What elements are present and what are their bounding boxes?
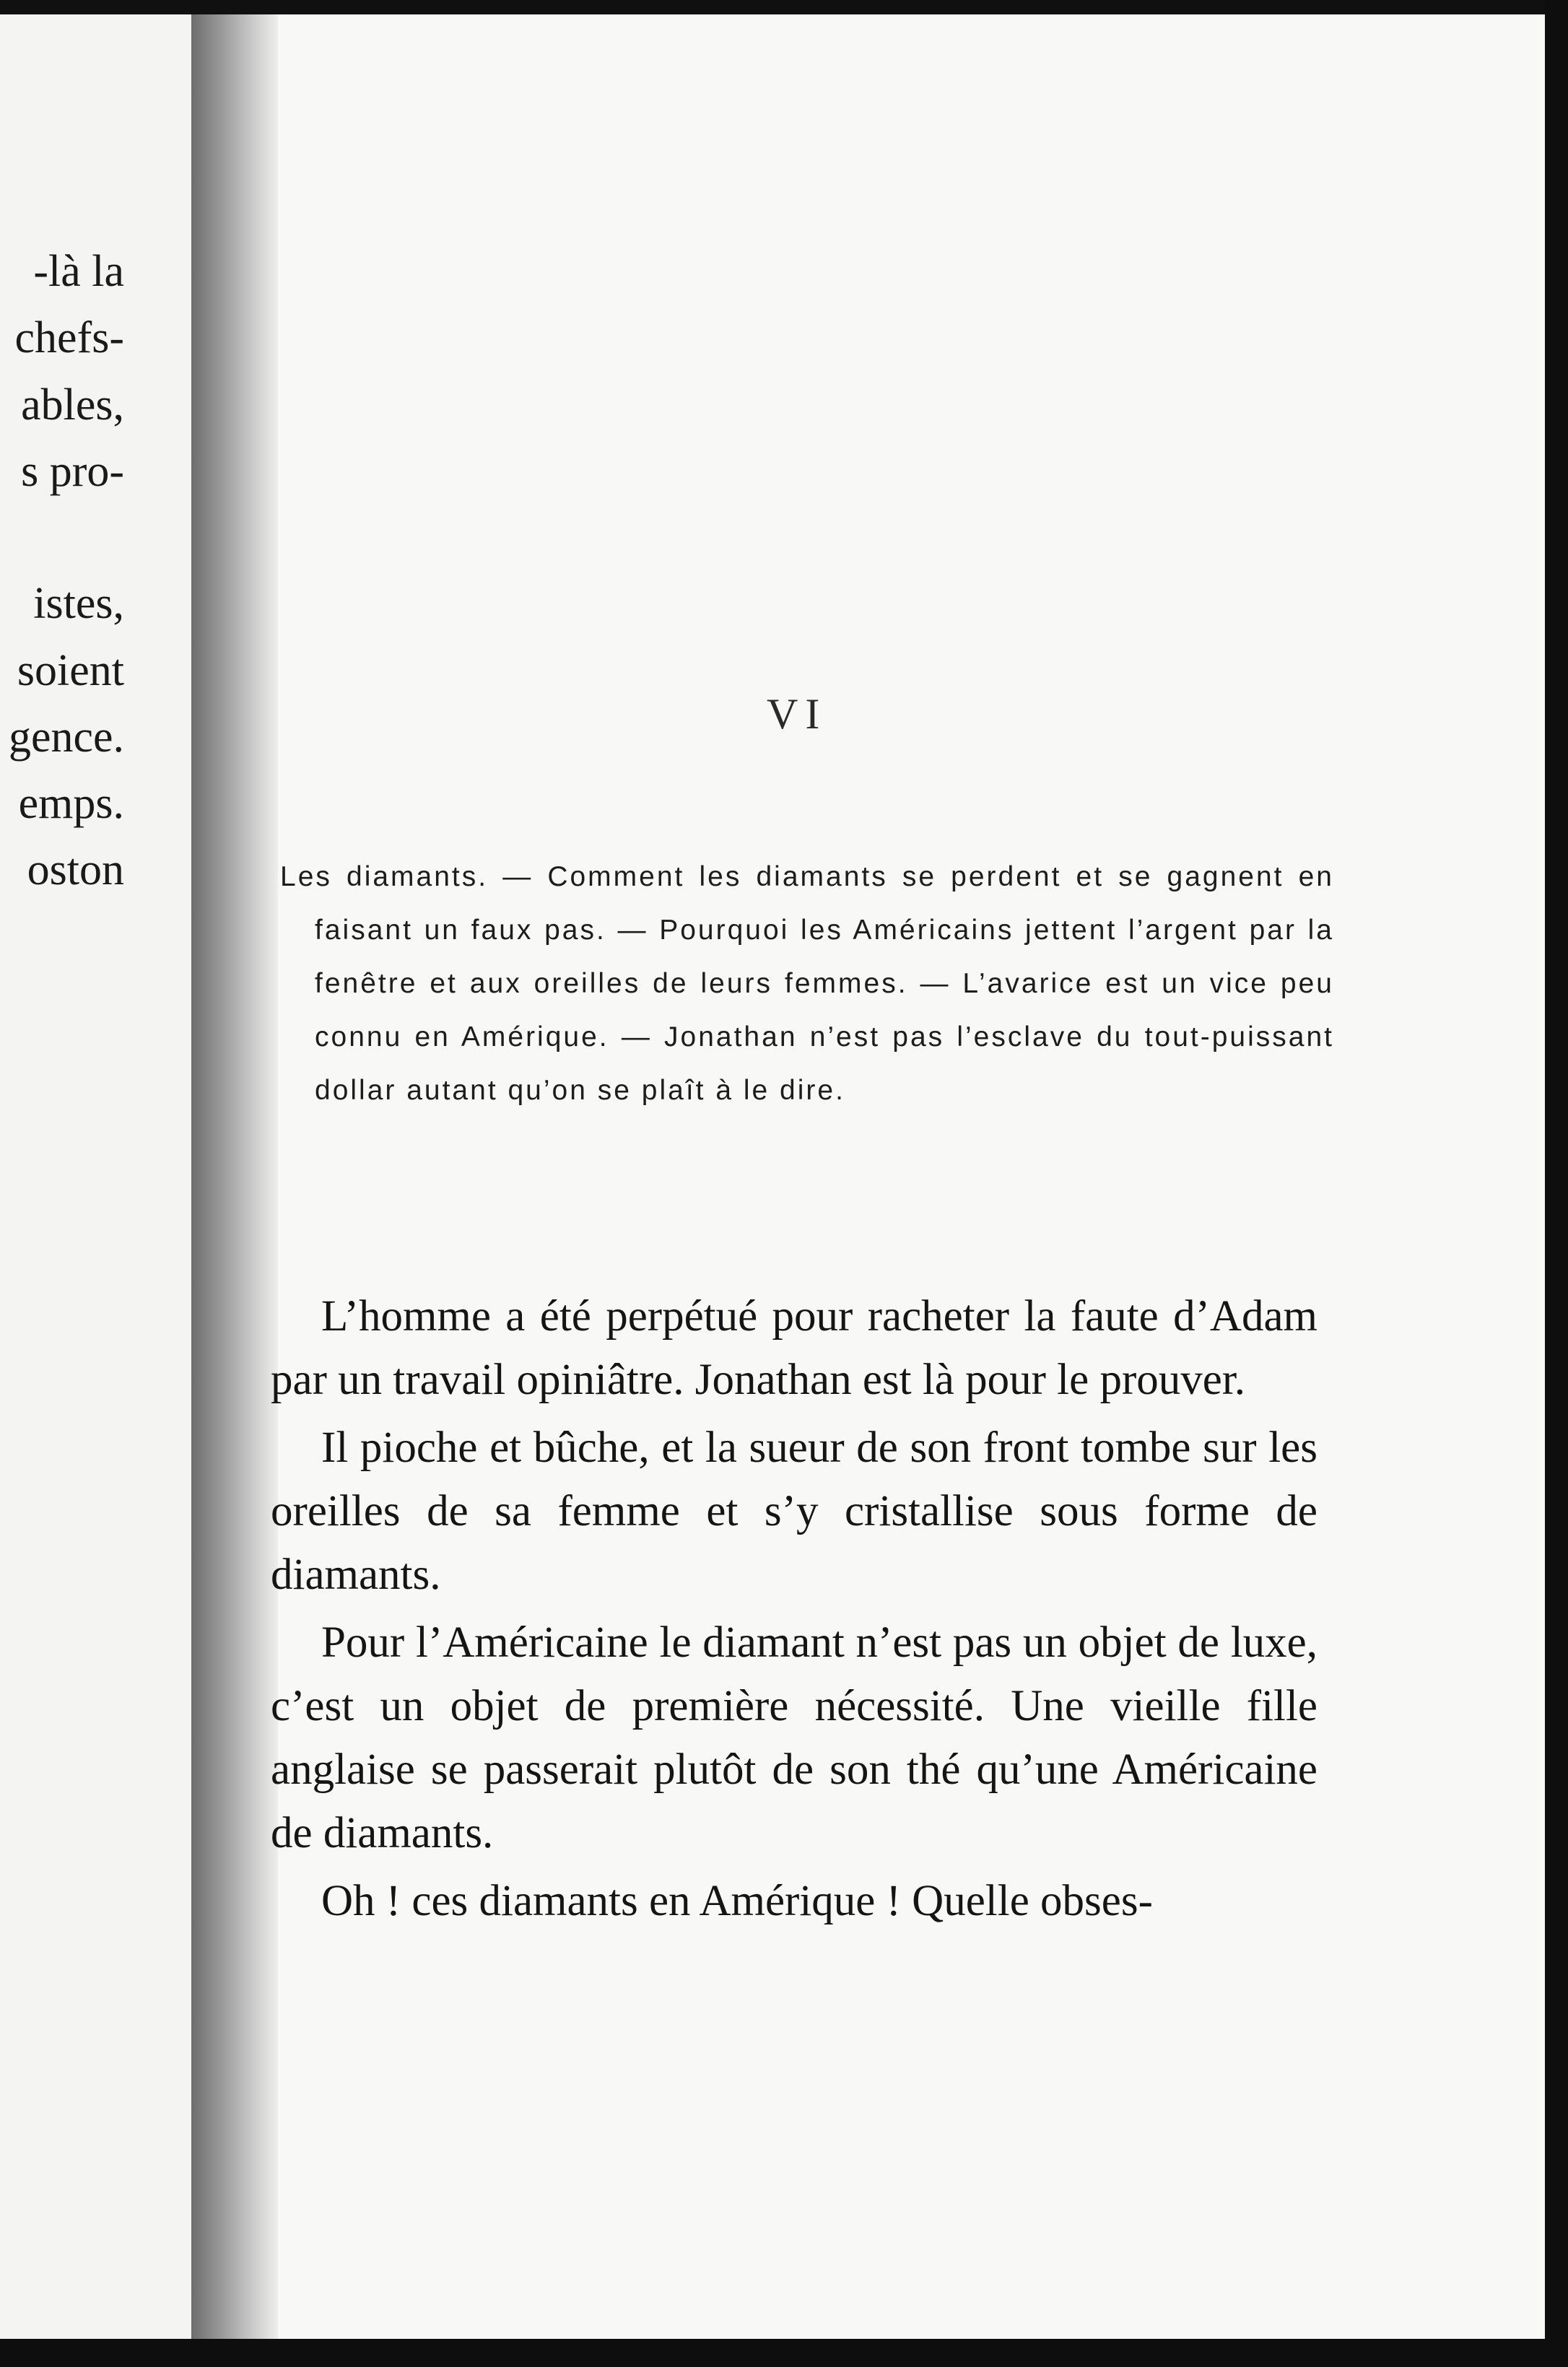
left-page-line: soient: [17, 646, 124, 695]
left-page-line: chefs-: [14, 313, 124, 362]
left-page-line: emps.: [18, 779, 124, 828]
chapter-number: VI: [767, 690, 827, 738]
paragraph: Il pioche et bûche, et la sueur de son front tombe sur les oreilles de sa femme et s’y cristallise sous forme de diamants.: [271, 1424, 1317, 1599]
left-page-line: ables,: [21, 380, 124, 430]
left-page: [0, 0, 217, 2367]
scan-border-bottom: [0, 2339, 1568, 2367]
chapter-body: [271, 1285, 1317, 1937]
left-page-line: istes,: [33, 579, 124, 628]
chapter-summary-text: Les diamants. — Comment les diamants se perdent et se gagnent en faisant un faux pas. — Pourquoi les Américains jettent l’argent par la fenêtre et aux oreilles de leurs femmes. — L’avarice est un vice peu connu en Amérique. — Jonathan n’est pas l’esclave du tout-puissant dollar autant qu’on se plaît à le dire.: [280, 861, 1334, 1106]
scan-border-right: [1545, 0, 1568, 2367]
paragraph: Pour l’Américaine le diamant n’est pas un objet de luxe, c’est un objet de première nécessité. Une vieille fille anglaise se passerait plutôt de son thé qu’une Américaine de diamants.: [271, 1618, 1317, 1857]
right-page: [249, 0, 1568, 2367]
paragraph: L’homme a été perpétué pour racheter la faute d’Adam par un travail opiniâtre. Jonathan est là pour le prouver.: [271, 1292, 1317, 1404]
left-page-line: s pro-: [21, 447, 124, 496]
book-gutter: [191, 0, 278, 2367]
scan-border-top: [0, 0, 1568, 14]
left-page-line: -là la: [33, 247, 124, 296]
paragraph: Oh ! ces diamants en Amérique ! Quelle obses-: [321, 1877, 1153, 1925]
left-page-line: gence.: [8, 712, 124, 762]
chapter-summary: [280, 850, 1334, 1117]
left-page-line: oston: [27, 845, 124, 894]
